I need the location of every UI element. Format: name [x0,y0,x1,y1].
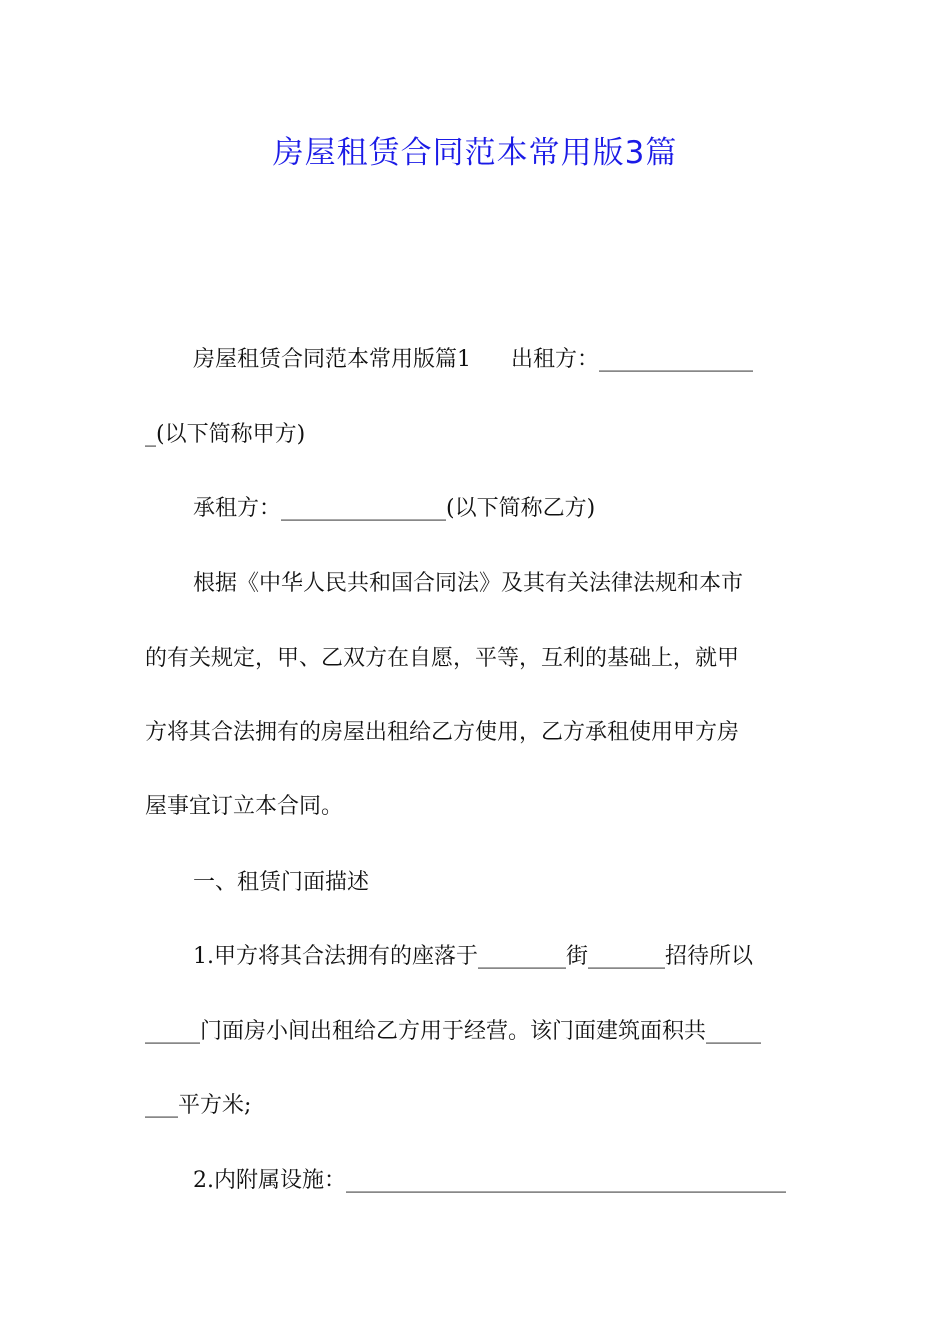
paragraph-line: 2.内附属设施：________________________________________ [193,1168,786,1193]
paragraph-line: _____门面房小间出租给乙方用于经营。该门面建筑面积共_____ [145,1019,762,1044]
paragraph-line-intro [193,343,810,377]
lessee-line: 承租方：_______________(以下简称乙方) [193,496,596,521]
paragraph-line: 1.甲方将其合法拥有的座落于________街_______招待所以 [193,944,753,969]
paragraph-line: 的有关规定，甲、乙双方在自愿，平等，互利的基础上，就甲 [145,646,740,671]
paragraph-line: _(以下简称甲方) [145,422,306,447]
article-heading: 房屋租赁合同范本常用版篇1 [193,347,471,372]
document-title: 房屋租赁合同范本常用版3篇 [272,135,678,171]
section-heading: 一、租赁门面描述 [193,870,370,895]
paragraph-line: ___平方米; [145,1093,252,1118]
paragraph-line: 方将其合法拥有的房屋出租给乙方使用，乙方承租使用甲方房 [145,720,740,745]
paragraph-line: 根据《中华人民共和国合同法》及其有关法律法规和本市 [193,571,744,596]
lessor-field: 出租方：______________ [511,347,754,372]
paragraph-line: 屋事宜订立本合同。 [145,794,344,819]
